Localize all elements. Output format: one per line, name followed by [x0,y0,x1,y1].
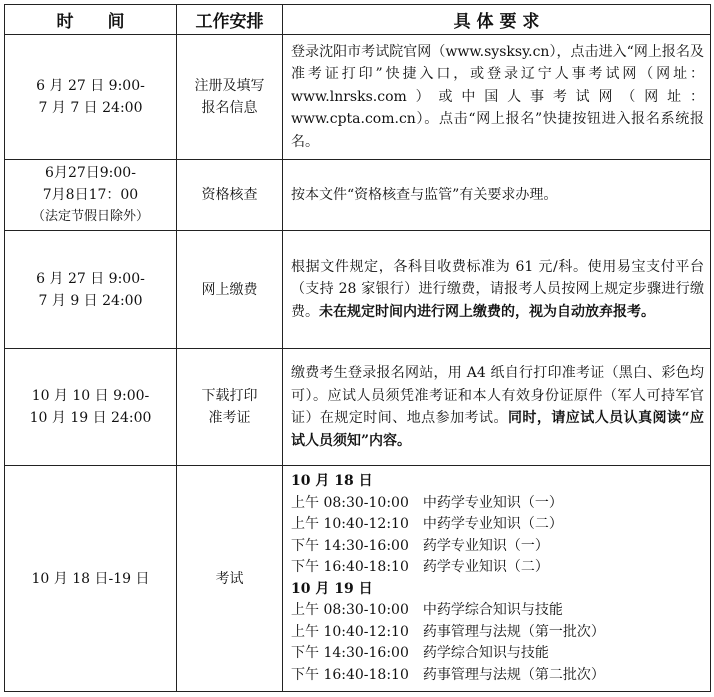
time-line: 10 月 19 日 24:00 [29,410,152,426]
task-line: 注册及填写 [194,78,265,94]
task-cell [177,349,283,466]
requirement-text: 按本文件“资格核查与监管”有关要求办理。 [291,186,558,203]
time-cell [5,466,177,692]
header-task: 工作安排 [177,5,283,35]
requirement-bold-text: 未在规定时间内进行网上缴费的，视为自动放弃报考。 [319,303,655,320]
exam-schedule-cell [283,466,711,692]
time-line: 6 月 27 日 9:00- [36,78,145,94]
requirement-text: 根据文件规定，各科目收费标准为 61 元/科。使用易宝支付平台（支持 28 家银行）进行缴费，请报考人员按网上规定步骤进行缴费。 [291,258,704,320]
requirement-bold-text: 同时，请应试人员认真阅读“应试人员须知”内容。 [291,410,704,449]
task-line: 准考证 [208,410,251,426]
header-row [5,5,711,35]
task-cell [177,466,283,692]
exam-session: 下午 14:30-16:00 药学专业知识（一） [291,537,549,554]
time-line: 6月27日9:00- [45,165,136,181]
task-cell [177,231,283,349]
exam-session: 上午 10:40-12:10 中药学专业知识（二） [291,516,563,532]
exam-session: 下午 14:30-16:00 药学综合知识与技能 [291,645,549,661]
time-line: 7月8日17：00 [42,187,139,203]
time-cell [5,349,177,466]
time-line: 7 月 9 日 24:00 [38,292,143,309]
time-line: 6 月 27 日 9:00- [36,270,145,287]
exam-session: 上午 08:30-10:00 中药学综合知识与技能 [291,602,563,618]
table-row [5,160,711,231]
table-row [5,466,711,692]
exam-session: 下午 16:40-18:10 药学专业知识（二） [291,559,549,575]
requirement-cell [283,349,711,466]
exam-day-label: 10 月 18 日 [291,473,373,489]
header-requirements: 具 体 要 求 [283,5,711,35]
task-line: 网上缴费 [201,281,258,298]
table-row [5,231,711,349]
time-cell [5,160,177,231]
requirement-cell [283,160,711,231]
task-line: 报名信息 [201,100,258,116]
time-cell [5,231,177,349]
time-cell [5,35,177,160]
task-cell [177,35,283,160]
task-line: 下载打印 [201,388,258,404]
requirement-cell [283,35,711,160]
table-row [5,349,711,466]
task-line: 考试 [215,570,244,587]
time-line: 7 月 7 日 24:00 [38,100,143,116]
requirement-cell [283,231,711,349]
table-row [5,35,711,160]
requirement-text: 缴费考生登录报名网站，用 A4 纸自行打印准考证（黑白、彩色均可）。应试人员须凭准考证和本人有效身份证原件（军人可持军官证）在规定时间、地点参加考试。 [291,365,704,426]
requirement-text: 登录沈阳市考试院官网（www.sysksy.cn），点击进入“网上报名及准考证打印”快捷入口，或登录辽宁人事考试网（网址：www.lnrsks.com）或中国人事考试网（网址：www.cpta.com.cn）。点击“网上报名”快捷按钮进入报名系统报名。 [291,43,704,150]
schedule-table [4,4,711,692]
header-time: 时 间 [5,5,177,35]
time-line: 10 月 18 日-19 日 [31,570,150,587]
exam-session: 上午 10:40-12:10 药事管理与法规（第一批次） [291,623,605,640]
time-line: （法定节假日除外） [31,209,149,224]
exam-session: 下午 16:40-18:10 药事管理与法规（第二批次） [291,666,605,683]
exam-session: 上午 08:30-10:00 中药学专业知识（一） [291,494,563,511]
task-cell [177,160,283,231]
exam-day-label: 10 月 19 日 [291,580,373,597]
time-line: 10 月 10 日 9:00- [31,388,150,404]
task-line: 资格核查 [201,187,258,203]
